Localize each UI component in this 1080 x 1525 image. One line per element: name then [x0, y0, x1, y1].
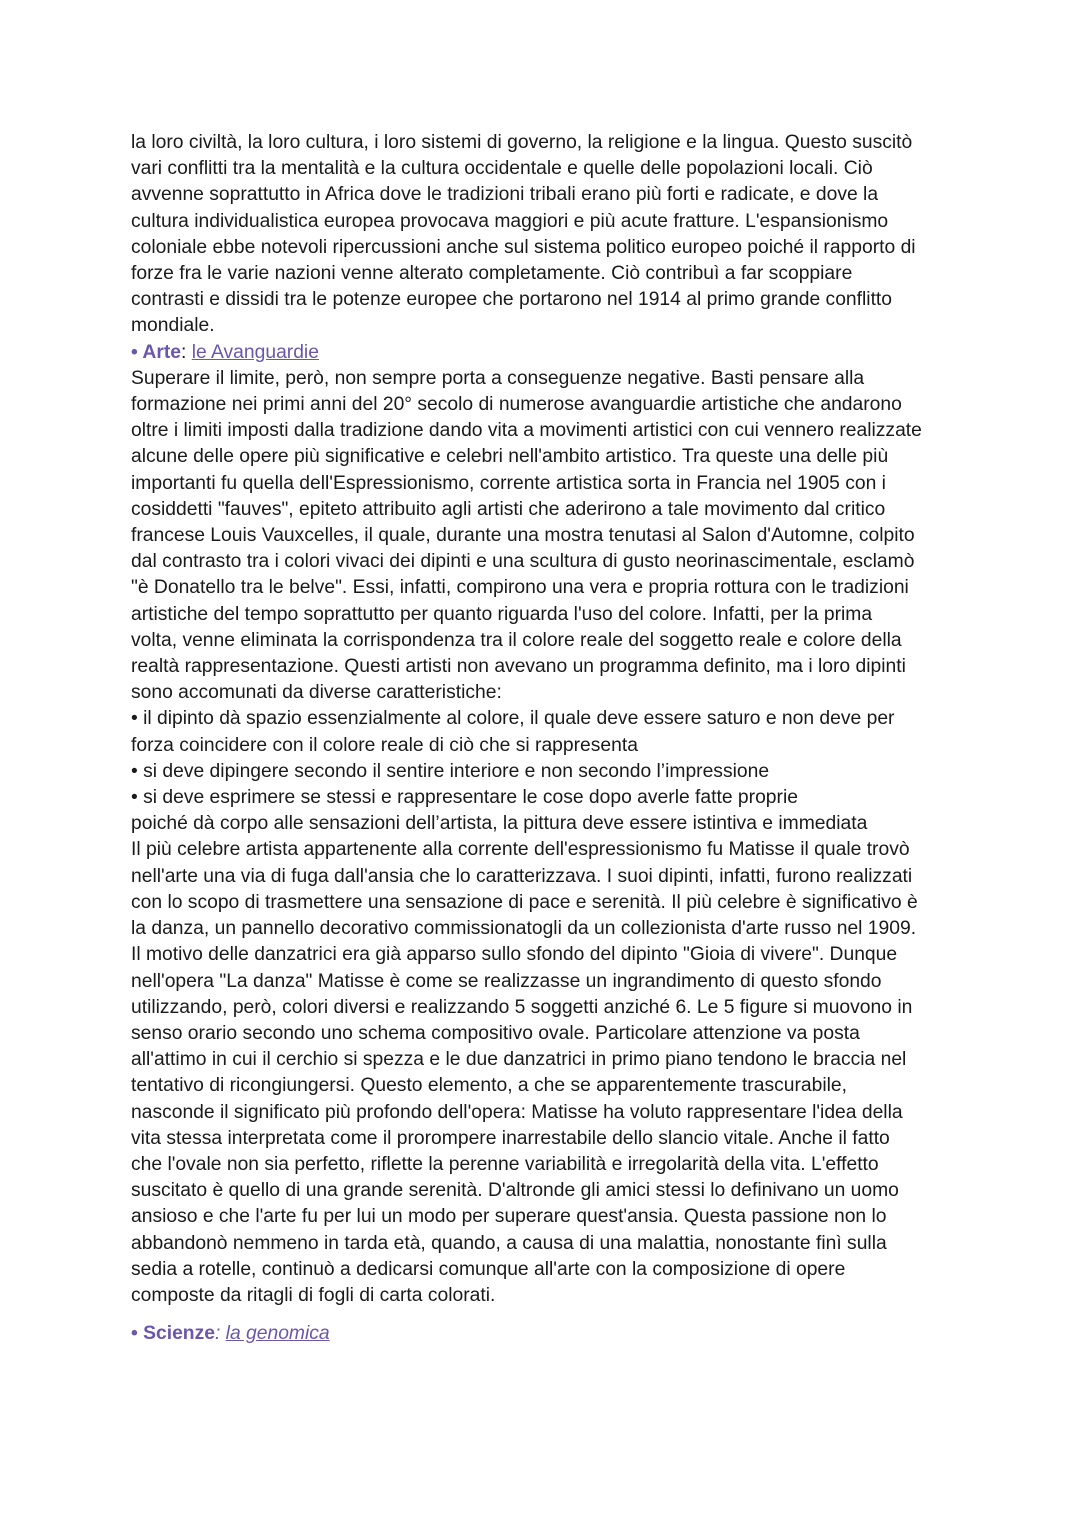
text-line: dal contrasto tra i colori vivaci dei dipinti e una scultura di gusto neorinascimentale, esclamò [131, 551, 915, 573]
text-line: realtà rappresentazione. Questi artisti non avevano un programma definito, ma i loro dipinti [131, 656, 906, 678]
text-line: Superare il limite, però, non sempre porta a conseguenze negative. Basti pensare alla [131, 367, 865, 389]
text-line: con lo scopo di trasmettere una sensazione di pace e serenità. Il più celebre è significativo è [131, 891, 918, 913]
separator: : [181, 341, 187, 363]
text-line: nasconde il significato più profondo dell'opera: Matisse ha voluto rappresentare l'idea della [131, 1101, 903, 1123]
art-paragraph [131, 366, 961, 1309]
text-line: cosiddetti "fauves", epiteto attribuito agli artisti che aderirono a tale movimento dal critico [131, 498, 886, 520]
text-line: sedia a rotelle, continuò a dedicarsi comunque all'arte con la composizione di opere [131, 1258, 846, 1280]
text-line: alcune delle opere più significative e celebri nell'ambito artistico. Tra queste una delle più [131, 446, 889, 468]
text-line: che l'ovale non sia perfetto, riflette la perenne variabilità e irregolarità della vita. L'effetto [131, 1153, 879, 1175]
intro-paragraph [131, 130, 961, 340]
text-line: vari conflitti tra la mentalità e la cultura occidentale e quelle delle popolazioni locali. Ciò [131, 158, 873, 180]
text-line: all'attimo in cui il cerchio si spezza e le due danzatrici in primo piano tendono le braccia nel [131, 1049, 907, 1071]
text-line: ansioso e che l'arte fu per lui un modo per superare quest'ansia. Questa passione non lo [131, 1206, 887, 1228]
avanguardie-link[interactable]: le Avanguardie [191, 341, 319, 363]
text-line: sono accomunati da diverse caratteristiche: [131, 682, 502, 704]
text-line: formazione nei primi anni del 20° secolo di numerose avanguardie artistiche che andarono [131, 394, 902, 416]
art-section-label: Arte [142, 341, 181, 363]
text-line: forza coincidere con il colore reale di ciò che si rappresenta [131, 734, 638, 756]
text-line: senso orario secondo uno schema compositivo ovale. Particolare attenzione va posta [131, 1022, 860, 1044]
bullet: • [131, 1323, 138, 1345]
text-line: volta, venne eliminata la corrispondenza tra il colore reale del soggetto reale e colore della [131, 629, 902, 651]
text-line: nell'opera "La danza" Matisse è come se realizzasse un ingrandimento di questo sfondo [131, 970, 882, 992]
text-line: la danza, un pannello decorativo commissionatogli da un collezionista d'arte russo nel 1909. [131, 918, 917, 940]
text-line: poiché dà corpo alle sensazioni dell’artista, la pittura deve essere istintiva e immediata [131, 813, 868, 835]
list-item: • il dipinto dà spazio essenzialmente al colore, il quale deve essere saturo e non deve per [131, 708, 895, 730]
text-line: abbandonò nemmeno in tarda età, quando, a causa di una malattia, nonostante finì sulla [131, 1232, 887, 1254]
text-line: artistiche del tempo soprattutto per quanto riguarda l'uso del colore. Infatti, per la prima [131, 603, 873, 625]
text-line: oltre i limiti imposti dalla tradizione dando vita a movimenti artistici con cui vennero realizzate [131, 420, 922, 442]
text-line: mondiale. [131, 315, 215, 337]
text-line: contrasti e dissidi tra le potenze europee che portarono nel 1914 al primo grande conflitto [131, 289, 893, 311]
document-page [131, 130, 961, 1347]
text-line: tentativo di ricongiungersi. Questo elemento, a che se apparentemente trascurabile, [131, 1075, 847, 1097]
text-line: coloniale ebbe notevoli ripercussioni anche sul sistema politico europeo poiché il rapporto di [131, 236, 916, 258]
genomica-link[interactable]: la genomica [225, 1323, 330, 1345]
text-line: utilizzando, però, colori diversi e realizzando 5 soggetti anziché 6. Le 5 figure si muovono in [131, 996, 913, 1018]
list-item: • si deve dipingere secondo il sentire interiore e non secondo l’impressione [131, 760, 770, 782]
art-section-heading [131, 340, 961, 366]
science-section-label: Scienze [143, 1323, 215, 1345]
science-section-heading [131, 1321, 961, 1347]
text-line: vita stessa interpretata come il prorompere inarrestabile dello slancio vitale. Anche il fatto [131, 1127, 890, 1149]
bullet: • [131, 341, 138, 363]
text-line: importanti fu quella dell'Espressionismo, corrente artistica sorta in Francia nel 1905 con i [131, 472, 886, 494]
text-line: francese Louis Vauxcelles, il quale, durante una mostra tenutasi al Salon d'Automne, colpito [131, 525, 915, 547]
text-line: suscitato è quello di una grande serenità. D'altronde gli amici stessi lo definivano un uomo [131, 1180, 899, 1202]
text-line: cultura individualistica europea provocava maggiori e più acute fratture. L'espansionismo [131, 210, 889, 232]
separator: : [214, 1323, 221, 1345]
text-line: Il motivo delle danzatrici era già apparso sullo sfondo del dipinto "Gioia di vivere". Dunque [131, 944, 898, 966]
text-line: avvenne soprattutto in Africa dove le tradizioni tribali erano più forti e radicate, e dove la [131, 184, 879, 206]
text-line: nell'arte una via di fuga dall'ansia che lo caratterizzava. I suoi dipinti, infatti, furono realizzati [131, 865, 913, 887]
text-line: "è Donatello tra le belve". Essi, infatti, compirono una vera e propria rottura con le tradizioni [131, 577, 909, 599]
text-line: forze fra le varie nazioni venne alterato completamente. Ciò contribuì a far scoppiare [131, 263, 853, 285]
text-line: composte da ritagli di fogli di carta colorati. [131, 1284, 496, 1306]
list-item: • si deve esprimere se stessi e rappresentare le cose dopo averle fatte proprie [131, 787, 798, 809]
text-line: Il più celebre artista appartenente alla corrente dell'espressionismo fu Matisse il quale trovò [131, 839, 910, 861]
text-line: la loro civiltà, la loro cultura, i loro sistemi di governo, la religione e la lingua. Questo suscitò [131, 132, 913, 153]
